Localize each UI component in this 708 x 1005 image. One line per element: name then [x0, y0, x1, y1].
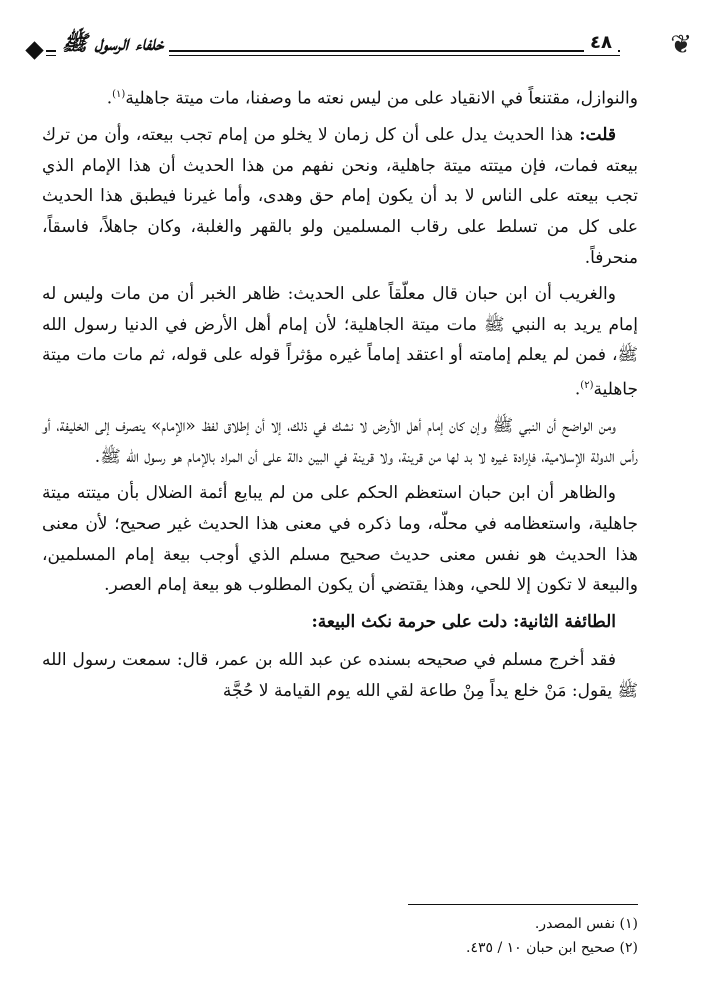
lead-word: قلت: — [579, 125, 616, 146]
paragraph-text: والنوازل، مقتنعاً في الانقياد على من ليس نعته ما وصفنا، مات ميتة جاهلية — [125, 88, 638, 109]
paragraph-text: والغريب أن ابن حبان قال معلّقاً على الحديث: ظاهر الخبر أن من مات وليس له إمام يريد به النبي ﷺ مات ميتة الجاهلية؛ لأن إمام أهل الأرض في الدنيا رسول الله ﷺ، فمن لم يعلم إمامته أو اعتقد إماماً غيره مؤثراً قوله على قوله، ثم مات مات ميتة جاهلية — [42, 284, 638, 400]
paragraph-text: هذا الحديث يدل على أن كل زمان لا يخلو من إمام تجب بيعته، وأن من ترك بيعته فمات، فإن ميتته ميتة جاهلية، ونحن نفهم من هذا الحديث أن هذا الإمام الذي تجب بيعته على الناس لا بد أن يكون إمام حق وهدى، وأما غيرنا فيطبق هذا الحديث على كل من تسلط على رقاب المسلمين ولو بالقهر والغلبة، وكان جاهلاً، فاسقاً، منحرفاً. — [42, 125, 638, 268]
paragraph: والغريب أن ابن حبان قال معلّقاً على الحديث: ظاهر الخبر أن من مات وليس له إمام يريد به النبي ﷺ مات ميتة الجاهلية؛ لأن إمام أهل الأرض في الدنيا رسول الله ﷺ، فمن لم يعلم إمامته أو اعتقد إماماً غيره مؤثراً قوله على قوله، ثم مات مات ميتة جاهلية$^{(٢)}$. — [42, 284, 638, 400]
footnotes — [42, 912, 638, 960]
footnote-ref: (١) — [112, 89, 126, 100]
section-heading — [42, 607, 638, 638]
paragraph: فقد أخرج مسلم في صحيحه بسنده عن عبد الله بن عمر، قال: سمعت رسول الله ﷺ يقول: مَنْ خلع يداً مِنْ طاعة لقي الله يوم القيامة لا حُجَّة — [42, 650, 638, 701]
paragraph: ومن الواضح أن النبي ﷺ وإن كان إمام أهل الأرض لا نشك في ذلك، إلا أن إطلاق لفظ «الإمام» ينصرف إلى الخليفة، أو رأس الدولة الإسلامية، فإرادة غيره لا بد لها من قرينة، ولا قرينة في البين دالة على أن المراد بالإمام هو رسول الله ﷺ. — [42, 416, 638, 467]
section-heading-text: الطائفة الثانية: دلت على حرمة نكث البيعة: — [311, 611, 616, 632]
floral-ornament-icon: ❦ — [670, 30, 692, 60]
page-number: ٤٨ — [584, 32, 618, 53]
running-header — [0, 0, 708, 84]
body-text — [42, 80, 638, 713]
footnote-ref: (٢) — [580, 380, 594, 391]
footnote: (١) نفس المصدر. — [534, 916, 638, 932]
paragraph — [42, 120, 638, 273]
footnote: (٢) صحيح ابن حبان ١٠ / ٤٣٥. — [465, 940, 638, 956]
paragraph: والظاهر أن ابن حبان استعظم الحكم على من لم يبايع أئمة الضلال بأن ميتته ميتة جاهلية، واستعظامه في محلّه، وما ذكره في معنى هذا الحديث غير صحيح؛ لأن معنى هذا الحديث هو نفس معنى حديث صحيح مسلم الذي أوجب بيعة إمام المسلمين، والبيعة لا تكون إلا للحي، وهذا يقتضي أن يكون المطلوب هو بيعة إمام العصر. — [42, 483, 638, 596]
diamond-ornament-icon — [25, 41, 43, 59]
running-title: خلفاء الرسول ﷺ — [56, 30, 169, 61]
footnote-separator — [408, 904, 638, 905]
paragraph: والنوازل، مقتنعاً في الانقياد على من ليس نعته ما وصفنا، مات ميتة جاهلية$^{(١)}$. — [106, 88, 638, 109]
